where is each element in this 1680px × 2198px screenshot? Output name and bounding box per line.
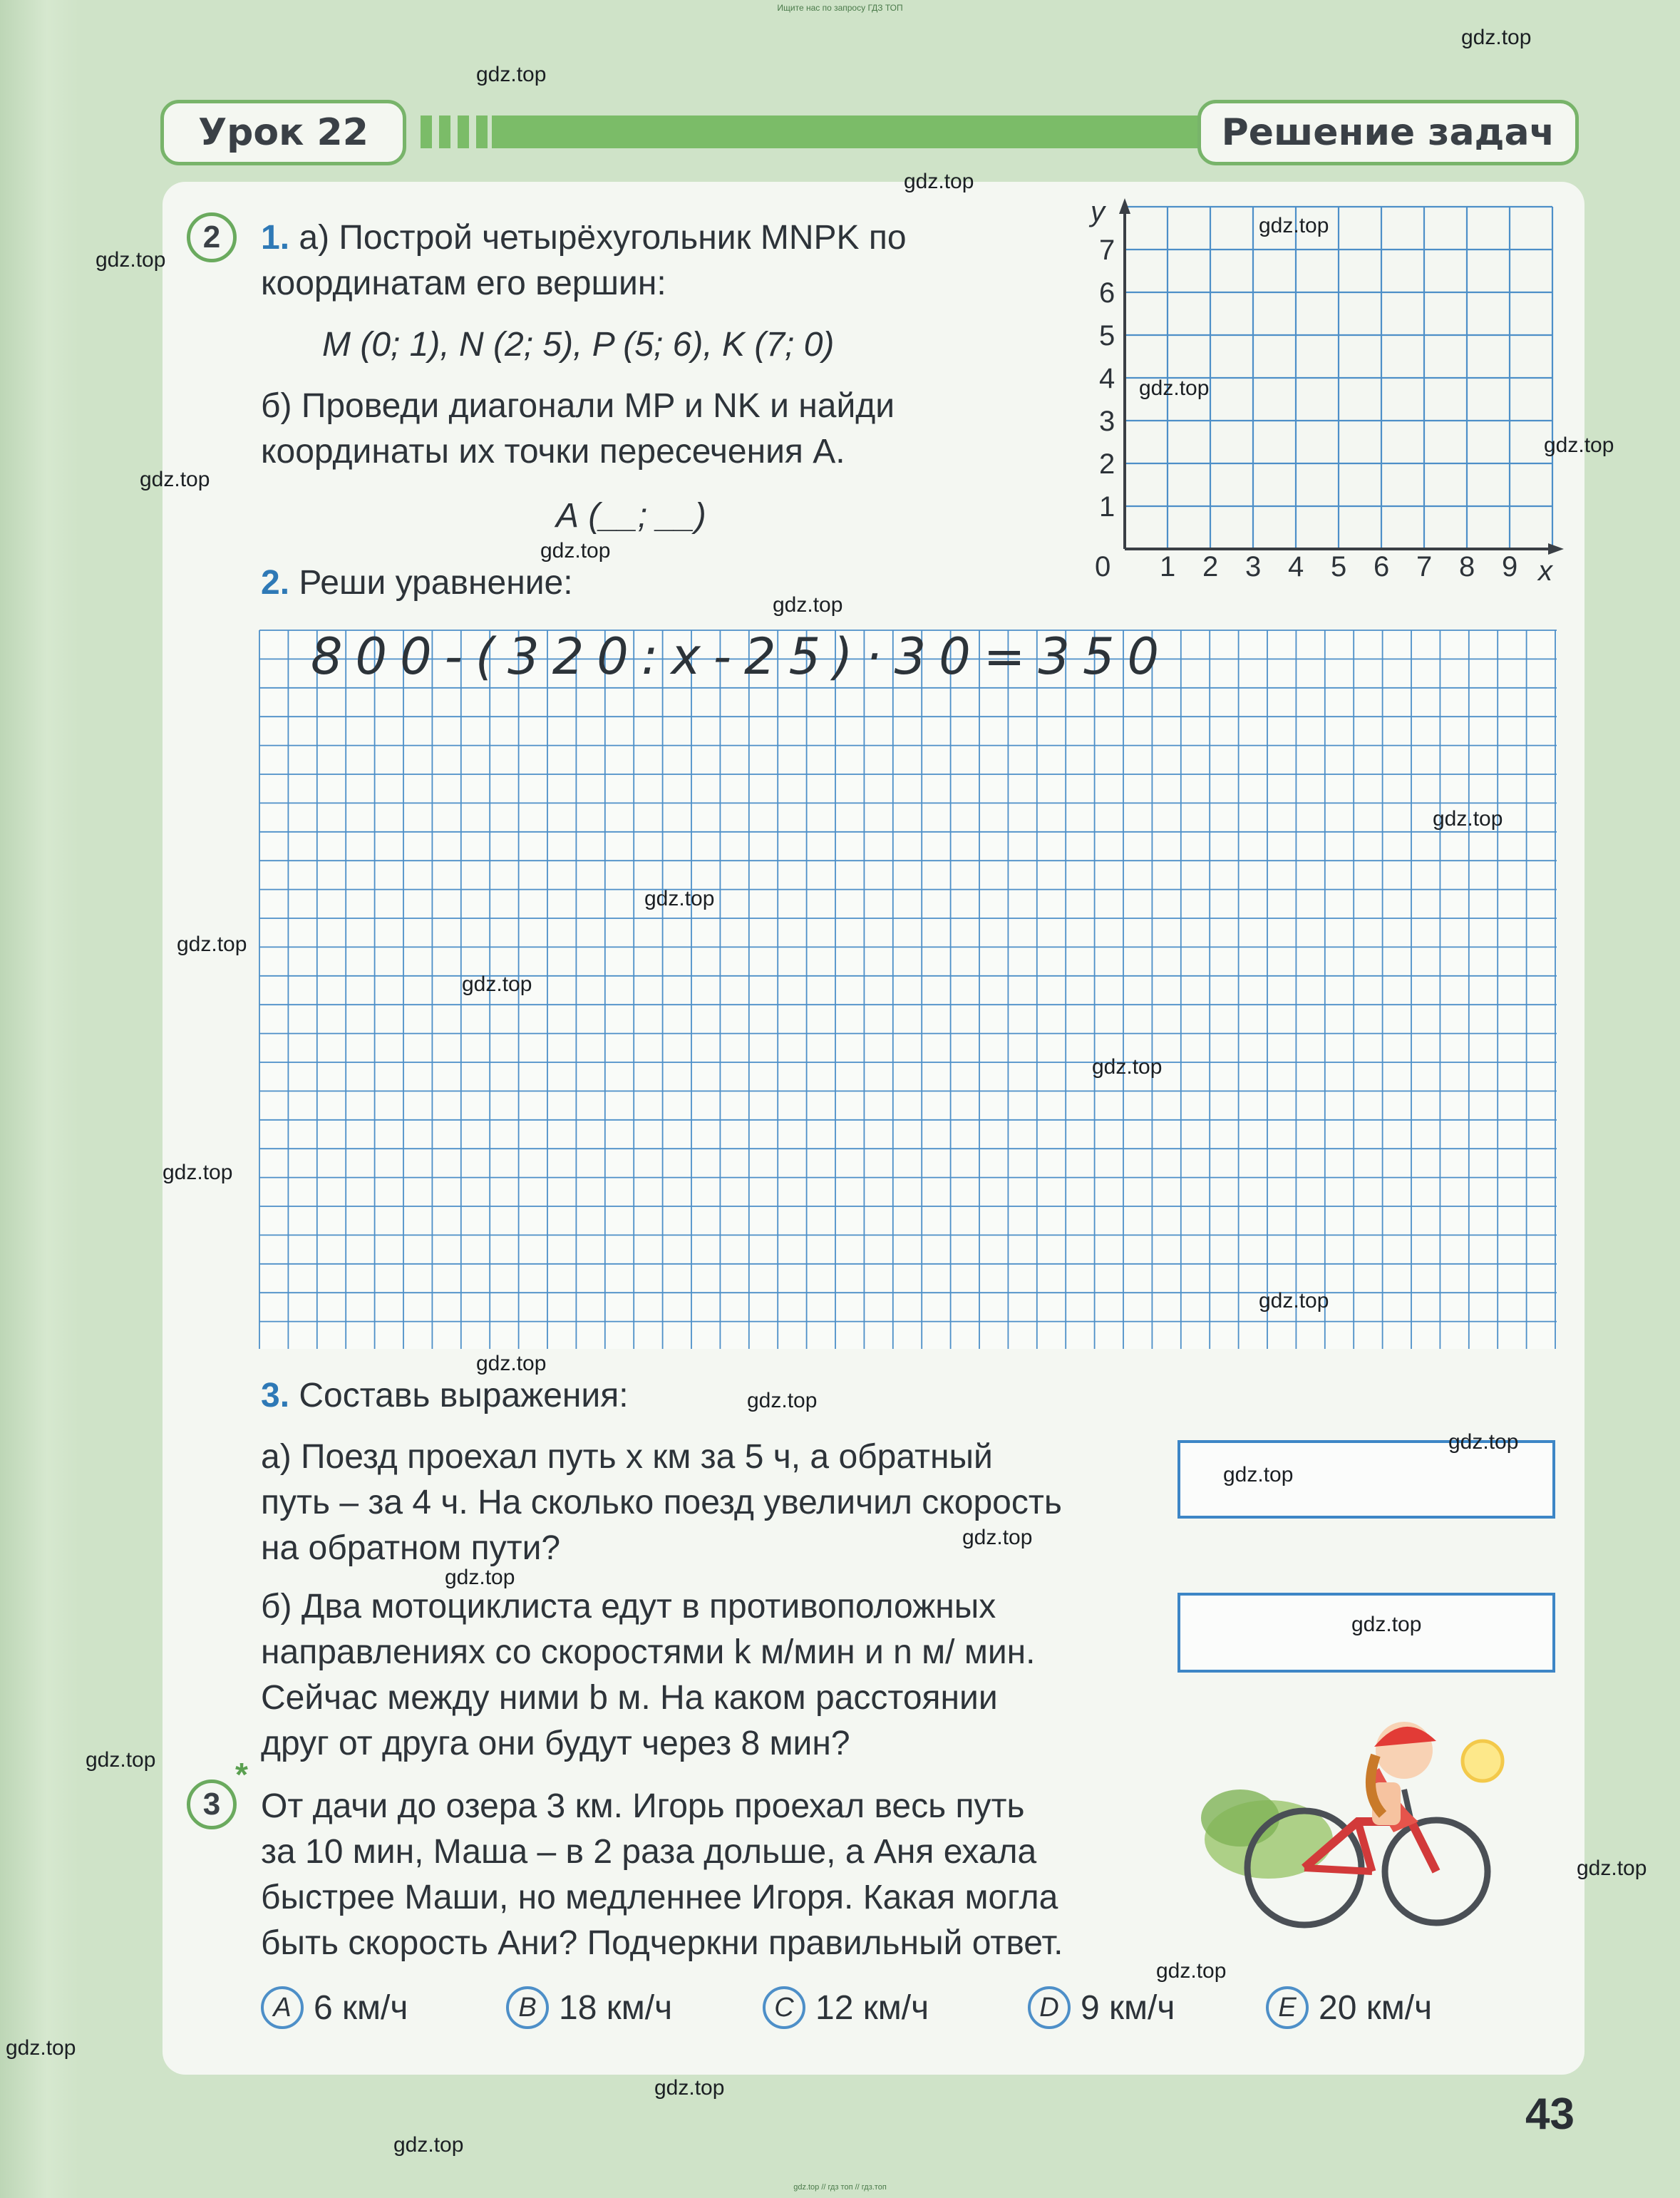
origin-label: 0 [1095, 551, 1111, 582]
q3b-line-4: друг от друга они будут через 8 мин? [261, 1725, 850, 1762]
watermark: gdz.top [1544, 433, 1614, 457]
option-e[interactable] [1266, 1986, 1432, 2029]
watermark: gdz.top [1092, 1055, 1163, 1079]
watermark: gdz.top [445, 1566, 515, 1589]
x-tick-label: 2 [1202, 551, 1219, 582]
option-d-value: 9 км/ч [1081, 1988, 1175, 2027]
watermark: gdz.top [1351, 1613, 1422, 1636]
watermark: gdz.top [86, 1748, 156, 1772]
x-tick-label: 6 [1374, 551, 1390, 582]
watermark: gdz.top [163, 1161, 233, 1184]
q3b-line-1: б) Два мотоциклиста едут в противоположных [261, 1588, 996, 1626]
q1-text-a1: а) Построй четырёхугольник MNPK по [299, 219, 907, 257]
option-b-value: 18 км/ч [559, 1988, 673, 2027]
q3-heading [261, 1373, 629, 1419]
watermark: gdz.top [962, 1526, 1033, 1549]
watermark: gdz.top [1223, 1463, 1294, 1486]
option-b[interactable] [506, 1986, 672, 2029]
task-3-marker: 3 [187, 1780, 237, 1829]
x-tick-label: 3 [1245, 551, 1262, 582]
watermark: gdz.top [1139, 376, 1210, 400]
y-tick-label: 3 [1099, 406, 1115, 437]
x-tick-label: 5 [1331, 551, 1347, 582]
q2-heading [261, 560, 573, 606]
task3-line-2: за 10 мин, Маша – в 2 раза дольше, а Аня ехала [261, 1833, 1037, 1871]
watermark: gdz.top [1461, 26, 1532, 49]
option-a[interactable] [261, 1986, 408, 2029]
watermark: gdz.top [1259, 214, 1329, 237]
top-note: Ищите нас по запросу ГДЗ ТОП [777, 3, 903, 13]
watermark: gdz.top [1259, 1289, 1329, 1313]
q1-line-b1: б) Проведи диагонали MP и NK и найди [261, 387, 895, 425]
q3b-line-3: Сейчас между ними b м. На каком расстоянии [261, 1679, 998, 1717]
q1-answer-template: А (__; __) [556, 497, 706, 535]
q3-label: Составь выражения: [299, 1377, 629, 1414]
q3-number: 3. [261, 1377, 290, 1414]
q3a-line-2: путь – за 4 ч. На сколько поезд увеличил скорость [261, 1484, 1062, 1521]
y-tick-label: 1 [1099, 491, 1115, 523]
watermark: gdz.top [476, 63, 547, 86]
q1-line-b2: координаты их точки пересечения А. [261, 433, 845, 471]
watermark: gdz.top [393, 2133, 464, 2157]
y-tick-label: 2 [1099, 448, 1115, 480]
topic-badge: Решение задач [1197, 100, 1579, 165]
watermark: gdz.top [1577, 1857, 1647, 1880]
option-a-letter: A [261, 1986, 304, 2029]
watermark: gdz.top [540, 539, 611, 563]
q1-line-a1 [261, 215, 907, 261]
option-d[interactable] [1028, 1986, 1175, 2029]
option-a-value: 6 км/ч [314, 1988, 408, 2027]
q3a-line-1: а) Поезд проехал путь x км за 5 ч, а обратный [261, 1438, 993, 1476]
watermark: gdz.top [1448, 1430, 1519, 1454]
y-tick-label: 4 [1099, 363, 1115, 394]
watermark: gdz.top [1433, 807, 1503, 831]
task3-line-1: От дачи до озера 3 км. Игорь проехал весь путь [261, 1787, 1025, 1825]
page-spine-shadow [0, 0, 78, 2198]
bottom-note: gdz.top // гдз топ // гдз.топ [793, 2183, 887, 2192]
y-tick-label: 7 [1099, 235, 1115, 266]
q2-number: 2. [261, 564, 290, 602]
watermark: gdz.top [644, 887, 715, 910]
q3b-line-2: направлениях со скоростями k м/мин и n м/ мин. [261, 1633, 1036, 1671]
watermark: gdz.top [177, 933, 247, 956]
x-tick-label: 9 [1502, 551, 1518, 582]
page-number: 43 [1525, 2090, 1575, 2139]
task3-line-4: быть скорость Ани? Подчеркни правильный ответ. [261, 1924, 1063, 1962]
watermark: gdz.top [476, 1352, 547, 1375]
option-b-letter: B [506, 1986, 549, 2029]
x-tick-label: 1 [1160, 551, 1176, 582]
q1-points: M (0; 1), N (2; 5), P (5; 6), K (7; 0) [322, 326, 835, 364]
y-tick-label: 5 [1099, 320, 1115, 351]
option-c[interactable] [763, 1986, 929, 2029]
x-tick-label: 4 [1288, 551, 1304, 582]
x-axis-label: x [1538, 555, 1552, 587]
watermark: gdz.top [654, 2076, 725, 2100]
option-d-letter: D [1028, 1986, 1071, 2029]
x-tick-label: 7 [1416, 551, 1433, 582]
watermark: gdz.top [462, 972, 532, 996]
handwritten-equation: 800-(320:x-25)·30=350 [311, 627, 1173, 686]
squared-writing-area[interactable] [258, 629, 1558, 1350]
option-e-value: 20 км/ч [1319, 1988, 1433, 2027]
y-axis-label: y [1091, 196, 1105, 227]
watermark: gdz.top [747, 1389, 818, 1412]
watermark: gdz.top [1156, 1959, 1227, 1983]
q3a-line-3: на обратном пути? [261, 1529, 561, 1567]
star-mark: * [235, 1756, 248, 1793]
q1-line-a2: координатам его вершин: [261, 265, 666, 302]
watermark: gdz.top [6, 2036, 76, 2060]
q2-label: Реши уравнение: [299, 564, 573, 602]
task3-line-3: быстрее Маши, но медленнее Игоря. Какая могла [261, 1879, 1058, 1916]
header-band [492, 115, 1205, 148]
option-e-letter: E [1266, 1986, 1309, 2029]
option-c-letter: C [763, 1986, 805, 2029]
x-axis-arrow [1548, 543, 1564, 555]
x-tick-label: 8 [1459, 551, 1475, 582]
watermark: gdz.top [904, 170, 974, 193]
watermark: gdz.top [96, 248, 166, 272]
lesson-badge: Урок 22 [160, 100, 406, 165]
watermark: gdz.top [140, 468, 210, 491]
q1-number: 1. [261, 219, 290, 257]
task-2-marker: 2 [187, 212, 237, 262]
girl-on-bicycle-illustration [1197, 1697, 1568, 1932]
watermark: gdz.top [773, 593, 843, 617]
option-c-value: 12 км/ч [815, 1988, 929, 2027]
y-tick-label: 6 [1099, 277, 1115, 309]
